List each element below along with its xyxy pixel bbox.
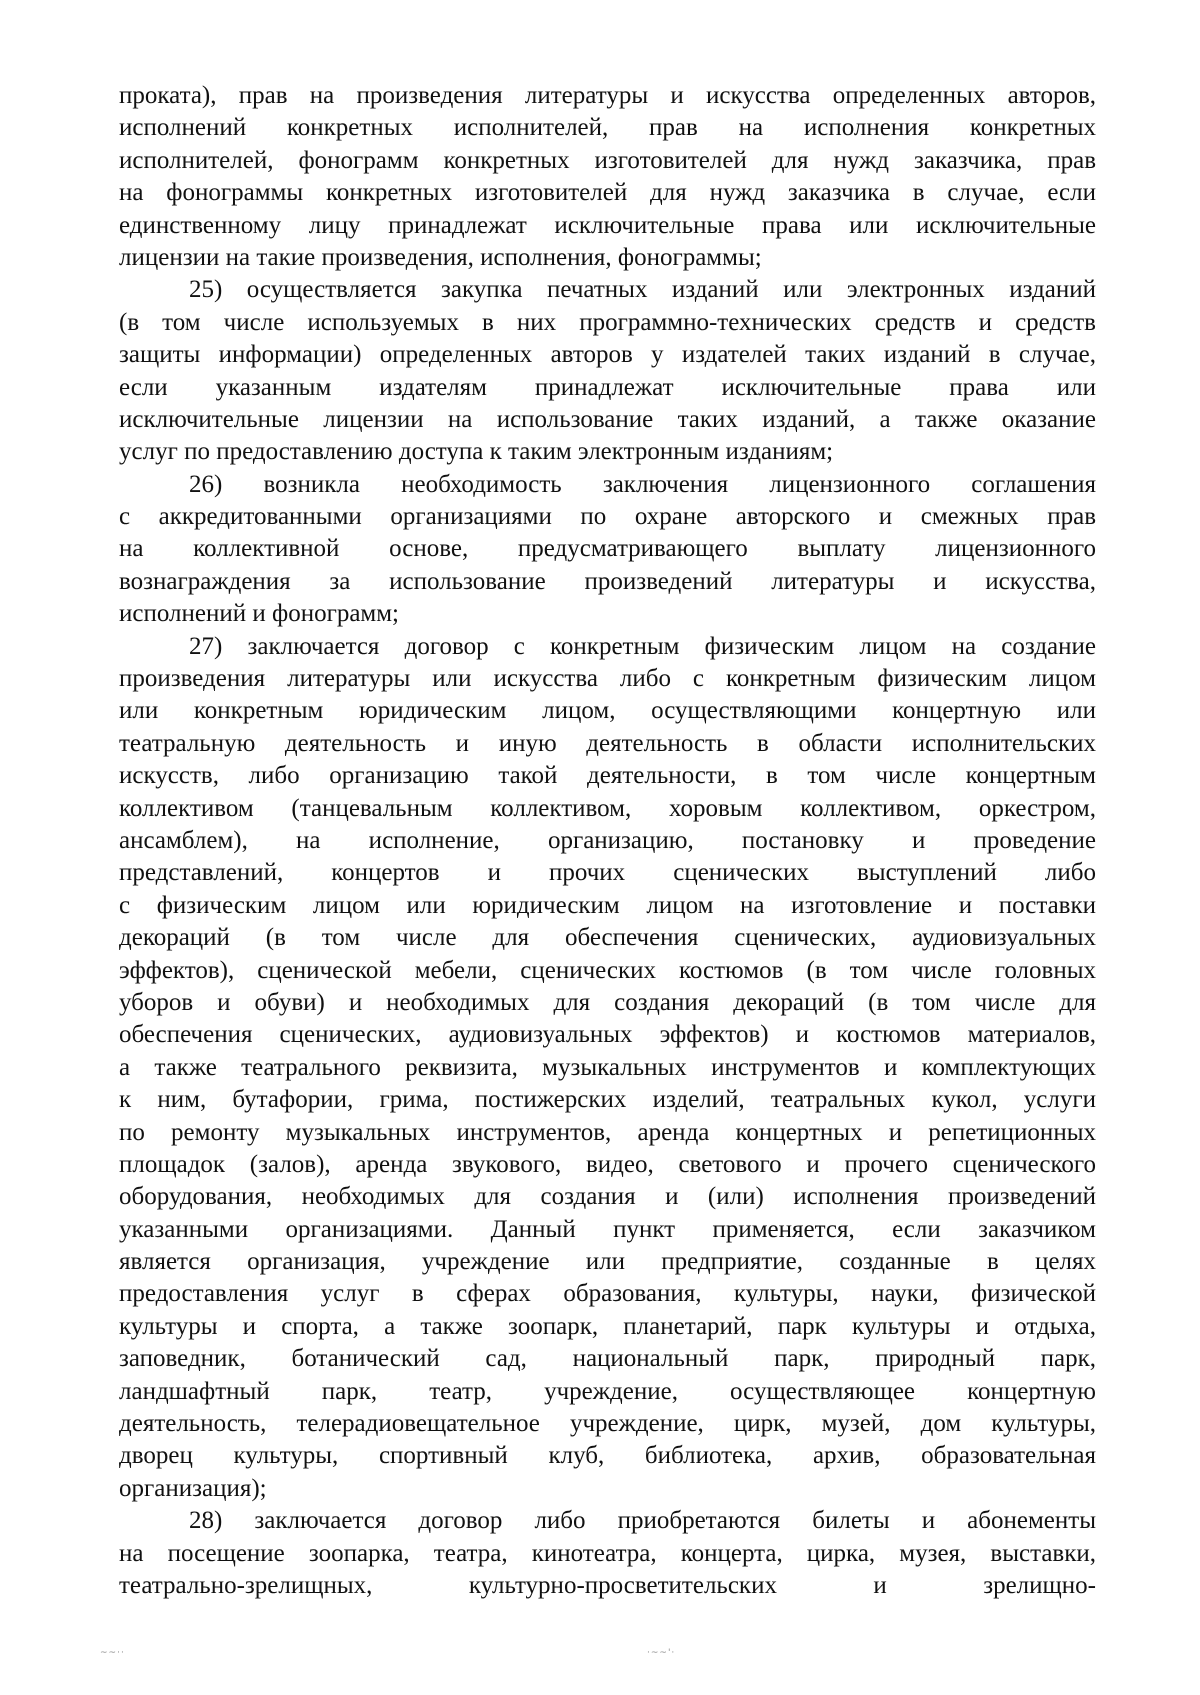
text-line: по ремонту музыкальных инструментов, аренда концертных и репетиционных (119, 1118, 1096, 1146)
text-line: проката), прав на произведения литературы и искусства определенных авторов, (119, 82, 1096, 109)
text-line: если указанным издателям принадлежат исключительные права или (119, 373, 1096, 401)
text-line: предоставления услуг в сферах образования, культуры, науки, физической (119, 1280, 1096, 1308)
text-line: к ним, бутафории, грима, постижерских изделий, театральных кукол, услуги (119, 1086, 1096, 1114)
clause-28-start: 28) заключается договор либо приобретаются билеты и абонементы (189, 1507, 1096, 1535)
text-line: а также театрального реквизита, музыкальных инструментов и комплектующих (119, 1053, 1096, 1081)
text-line: исключительные лицензии на использование таких изданий, а также оказание (119, 405, 1096, 433)
footer-scan-mark-left: ~~·· (100, 1648, 125, 1658)
text-line: с аккредитованными организациями по охране авторского и смежных прав (119, 503, 1096, 531)
text-line: указанными организациями. Данный пункт применяется, если заказчиком (119, 1215, 1096, 1243)
text-line: заповедник, ботанический сад, национальный парк, природный парк, (119, 1345, 1096, 1373)
document-body (119, 80, 1096, 1602)
text-line: театральную деятельность и иную деятельность в области исполнительских (119, 729, 1096, 757)
text-line: театрально-зрелищных, культурно-просветительских и зрелищно- (119, 1571, 1096, 1599)
text-line: единственному лицу принадлежат исключительные права или исключительные (119, 211, 1096, 239)
text-line: декораций (в том числе для обеспечения сценических, аудиовизуальных (119, 924, 1096, 952)
text-line: эффектов), сценической мебели, сценических костюмов (в том числе головных (119, 956, 1096, 984)
text-line: деятельность, телерадиовещательное учреждение, цирк, музей, дом культуры, (119, 1410, 1096, 1438)
text-line: представлений, концертов и прочих сценических выступлений либо (119, 859, 1096, 887)
text-line: на фонограммы конкретных изготовителей для нужд заказчика в случае, если (119, 179, 1096, 207)
text-line: вознаграждения за использование произведений литературы и искусства, (119, 567, 1096, 595)
text-line: искусств, либо организацию такой деятельности, в том числе концертным (119, 762, 1096, 790)
text-line: площадок (залов), аренда звукового, видео, светового и прочего сценического (119, 1150, 1096, 1178)
text-line: исполнителей, фонограмм конкретных изготовителей для нужд заказчика, прав (119, 146, 1096, 174)
text-line: на коллективной основе, предусматривающего выплату лицензионного (119, 535, 1096, 563)
text-line: является организация, учреждение или предприятие, созданные в целях (119, 1248, 1096, 1276)
text-line: коллективом (танцевальным коллективом, хоровым коллективом, оркестром, (119, 794, 1096, 822)
clause-25-start: 25) осуществляется закупка печатных изданий или электронных изданий (189, 276, 1096, 304)
text-line: оборудования, необходимых для создания и (или) исполнения произведений (119, 1183, 1096, 1211)
text-line: ансамблем), на исполнение, организацию, постановку и проведение (119, 826, 1096, 854)
text-line: (в том числе используемых в них программно-технических средств и средств (119, 308, 1096, 336)
footer-scan-mark-center: ·~~'· (647, 1648, 676, 1658)
text-line: исполнений конкретных исполнителей, прав на исполнения конкретных (119, 114, 1096, 142)
text-line: дворец культуры, спортивный клуб, библиотека, архив, образовательная (119, 1442, 1096, 1470)
text-line: произведения литературы или искусства либо с конкретным физическим лицом (119, 665, 1096, 693)
text-line: с физическим лицом или юридическим лицом на изготовление и поставки (119, 891, 1096, 919)
text-line: обеспечения сценических, аудиовизуальных эффектов) и костюмов материалов, (119, 1021, 1096, 1049)
text-line: защиты информации) определенных авторов у издателей таких изданий в случае, (119, 341, 1096, 369)
text-line: лицензии на такие произведения, исполнения, фонограммы; (119, 243, 762, 271)
text-line: на посещение зоопарка, театра, кинотеатра, концерта, цирка, музея, выставки, (119, 1539, 1096, 1567)
clause-26-start: 26) возникла необходимость заключения лицензионного соглашения (189, 470, 1096, 498)
text-line: культуры и спорта, а также зоопарк, планетарий, парк культуры и отдыха, (119, 1312, 1096, 1340)
text-line: услуг по предоставлению доступа к таким электронным изданиям; (119, 438, 834, 466)
text-line: или конкретным юридическим лицом, осуществляющими концертную или (119, 697, 1096, 725)
text-line: исполнений и фонограмм; (119, 600, 400, 628)
clause-27-start: 27) заключается договор с конкретным физическим лицом на создание (189, 632, 1096, 660)
text-line: уборов и обуви) и необходимых для создания декораций (в том числе для (119, 988, 1096, 1016)
text-line: ландшафтный парк, театр, учреждение, осуществляющее концертную (119, 1377, 1096, 1405)
text-line: организация); (119, 1474, 267, 1502)
